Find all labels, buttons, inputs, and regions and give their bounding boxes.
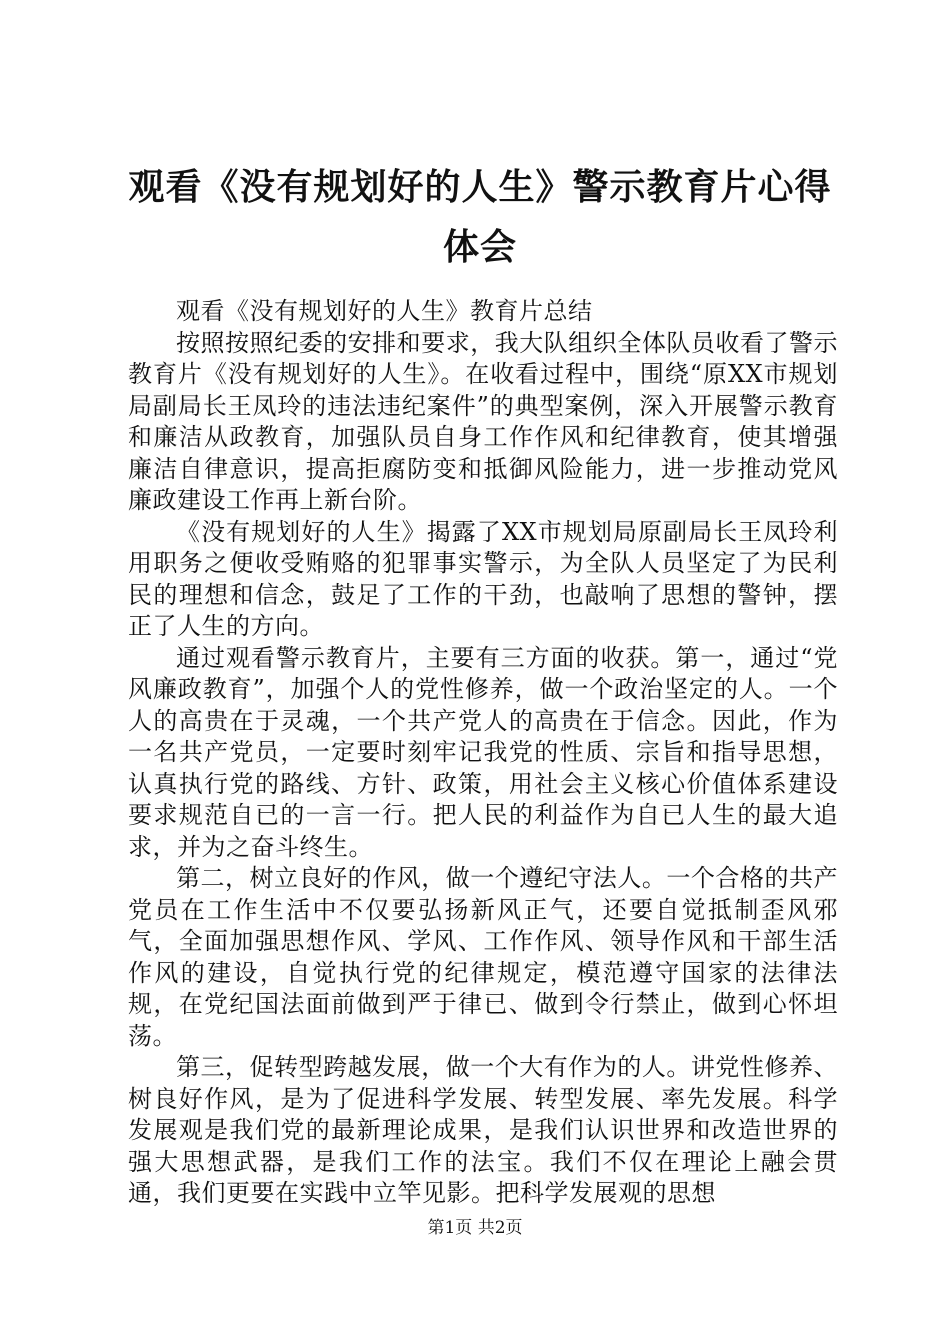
paragraph-subtitle: 观看《没有规划好的人生》教育片总结 [176,297,593,325]
paragraph: 第三，促转型跨越发展，做一个大有作为的人。讲党性修养、树良好作风，是为了促进科学发展、转型发展、率先发展。科学发展观是我们党的最新理论成果，是我们认识世界和改造世界的强大思想武器，是我们工作的法宝。我们不仅在理论上融会贯通，我们更要在实践中立竿见影。把科学发展观的思想 [128,1053,838,1207]
paragraph: 《没有规划好的人生》揭露了XX市规划局原副局长王凤玲利用职务之便收受贿赂的犯罪事实警示，为全队人员坚定了为民利民的理想和信念，鼓足了工作的干劲，也敲响了思想的警钟，摆正了人生的方向。 [128,517,838,640]
paragraph: 按照按照纪委的安排和要求，我大队组织全体队员收看了警示教育片《没有规划好的人生》。在收看过程中，围绕“原XX市规划局副局长王凤玲的违法违纪案件”的典型案例，深入开展警示教育和廉洁从政教育，加强队员自身工作作风和纪律教育，使其增强廉洁自律意识，提高拒腐防变和抵御风险能力，进一步推动党风廉政建设工作再上新台阶。 [128,328,838,514]
document-title: 观看《没有规划好的人生》警示教育片心得体会 [128,167,832,268]
paragraph: 通过观看警示教育片，主要有三方面的收获。第一，通过“党风廉政教育”，加强个人的党性修养，做一个政治坚定的人。一个人的高贵在于灵魂，一个共产党人的高贵在于信念。因此，作为一名共产党员，一定要时刻牢记我党的性质、宗旨和指导思想，认真执行党的路线、方针、政策，用社会主义核心价值体系建设要求规范自已的一言一行。把人民的利益作为自已人生的最大追求，并为之奋斗终生。 [128,643,838,861]
document-body [128,296,838,1210]
page-number-footer: 第1页 共2页 [427,1218,523,1238]
paragraph: 第二，树立良好的作风，做一个遵纪守法人。一个合格的共产党员在工作生活中不仅要弘扬新风正气，还要自觉抵制歪风邪气，全面加强思想作风、学风、工作作风、领导作风和干部生活作风的建设，自觉执行党的纪律规定，模范遵守国家的法律法规，在党纪国法面前做到严于律已、做到令行禁止，做到心怀坦荡。 [128,864,838,1050]
